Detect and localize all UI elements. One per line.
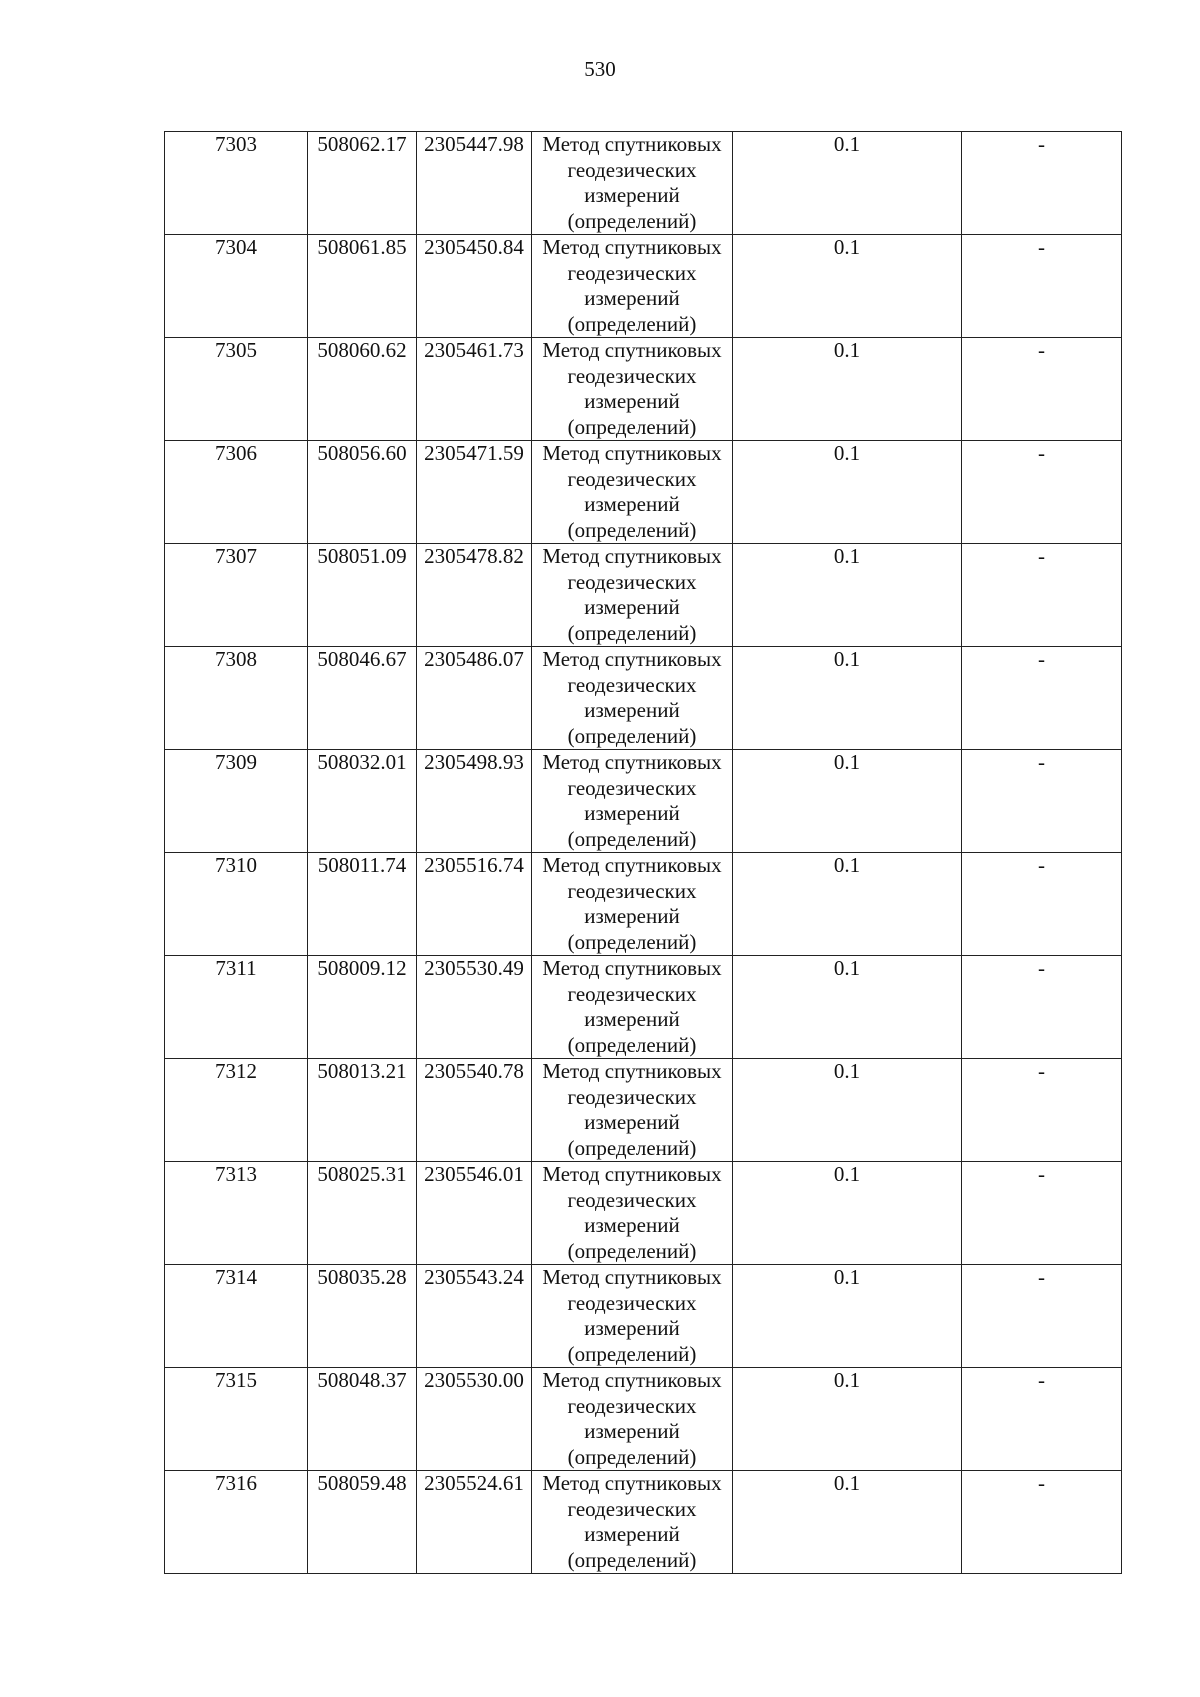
- point-number-cell: 7316: [165, 1471, 308, 1574]
- x-coordinate-cell: 508051.09: [308, 544, 417, 647]
- table-row: [165, 441, 1122, 544]
- accuracy-cell: 0.1: [733, 853, 962, 956]
- x-coordinate-cell: 508032.01: [308, 750, 417, 853]
- accuracy-cell: 0.1: [733, 1471, 962, 1574]
- point-number-cell: 7313: [165, 1162, 308, 1265]
- method-cell: Метод спутниковых геодезических измерений (определений): [532, 647, 733, 750]
- note-cell: -: [962, 544, 1122, 647]
- point-number-cell: 7308: [165, 647, 308, 750]
- point-number-cell: 7315: [165, 1368, 308, 1471]
- point-number-cell: 7304: [165, 235, 308, 338]
- note-cell: -: [962, 1162, 1122, 1265]
- note-cell: -: [962, 338, 1122, 441]
- x-coordinate-cell: 508059.48: [308, 1471, 417, 1574]
- accuracy-cell: 0.1: [733, 338, 962, 441]
- method-cell: Метод спутниковых геодезических измерений (определений): [532, 1059, 733, 1162]
- y-coordinate-cell: 2305543.24: [417, 1265, 532, 1368]
- method-cell: Метод спутниковых геодезических измерений (определений): [532, 956, 733, 1059]
- accuracy-cell: 0.1: [733, 1265, 962, 1368]
- x-coordinate-cell: 508009.12: [308, 956, 417, 1059]
- y-coordinate-cell: 2305478.82: [417, 544, 532, 647]
- note-cell: -: [962, 1471, 1122, 1574]
- note-cell: -: [962, 853, 1122, 956]
- point-number-cell: 7307: [165, 544, 308, 647]
- x-coordinate-cell: 508035.28: [308, 1265, 417, 1368]
- table-row: [165, 1368, 1122, 1471]
- accuracy-cell: 0.1: [733, 1059, 962, 1162]
- y-coordinate-cell: 2305498.93: [417, 750, 532, 853]
- method-cell: Метод спутниковых геодезических измерений (определений): [532, 1265, 733, 1368]
- point-number-cell: 7303: [165, 132, 308, 235]
- point-number-cell: 7310: [165, 853, 308, 956]
- method-cell: Метод спутниковых геодезических измерений (определений): [532, 132, 733, 235]
- point-number-cell: 7306: [165, 441, 308, 544]
- accuracy-cell: 0.1: [733, 441, 962, 544]
- note-cell: -: [962, 1368, 1122, 1471]
- table-row: [165, 750, 1122, 853]
- table-row: [165, 1265, 1122, 1368]
- point-number-cell: 7309: [165, 750, 308, 853]
- y-coordinate-cell: 2305461.73: [417, 338, 532, 441]
- method-cell: Метод спутниковых геодезических измерений (определений): [532, 235, 733, 338]
- note-cell: -: [962, 1059, 1122, 1162]
- table-row: [165, 853, 1122, 956]
- table-row: [165, 956, 1122, 1059]
- note-cell: -: [962, 956, 1122, 1059]
- coordinates-table: [164, 131, 1122, 1574]
- note-cell: -: [962, 750, 1122, 853]
- method-cell: Метод спутниковых геодезических измерений (определений): [532, 750, 733, 853]
- accuracy-cell: 0.1: [733, 750, 962, 853]
- note-cell: -: [962, 1265, 1122, 1368]
- x-coordinate-cell: 508061.85: [308, 235, 417, 338]
- x-coordinate-cell: 508046.67: [308, 647, 417, 750]
- y-coordinate-cell: 2305447.98: [417, 132, 532, 235]
- table-row: [165, 132, 1122, 235]
- coordinates-table-body: [165, 132, 1122, 1574]
- table-row: [165, 1471, 1122, 1574]
- x-coordinate-cell: 508060.62: [308, 338, 417, 441]
- x-coordinate-cell: 508025.31: [308, 1162, 417, 1265]
- x-coordinate-cell: 508056.60: [308, 441, 417, 544]
- x-coordinate-cell: 508013.21: [308, 1059, 417, 1162]
- method-cell: Метод спутниковых геодезических измерений (определений): [532, 441, 733, 544]
- method-cell: Метод спутниковых геодезических измерений (определений): [532, 1368, 733, 1471]
- method-cell: Метод спутниковых геодезических измерений (определений): [532, 853, 733, 956]
- table-row: [165, 1059, 1122, 1162]
- method-cell: Метод спутниковых геодезических измерений (определений): [532, 338, 733, 441]
- accuracy-cell: 0.1: [733, 235, 962, 338]
- note-cell: -: [962, 132, 1122, 235]
- point-number-cell: 7311: [165, 956, 308, 1059]
- note-cell: -: [962, 441, 1122, 544]
- y-coordinate-cell: 2305450.84: [417, 235, 532, 338]
- y-coordinate-cell: 2305530.00: [417, 1368, 532, 1471]
- y-coordinate-cell: 2305524.61: [417, 1471, 532, 1574]
- note-cell: -: [962, 647, 1122, 750]
- point-number-cell: 7314: [165, 1265, 308, 1368]
- x-coordinate-cell: 508062.17: [308, 132, 417, 235]
- method-cell: Метод спутниковых геодезических измерений (определений): [532, 1471, 733, 1574]
- accuracy-cell: 0.1: [733, 956, 962, 1059]
- accuracy-cell: 0.1: [733, 544, 962, 647]
- table-row: [165, 235, 1122, 338]
- x-coordinate-cell: 508048.37: [308, 1368, 417, 1471]
- accuracy-cell: 0.1: [733, 1162, 962, 1265]
- note-cell: -: [962, 235, 1122, 338]
- page-number: 530: [584, 57, 616, 81]
- x-coordinate-cell: 508011.74: [308, 853, 417, 956]
- y-coordinate-cell: 2305486.07: [417, 647, 532, 750]
- table-row: [165, 338, 1122, 441]
- y-coordinate-cell: 2305546.01: [417, 1162, 532, 1265]
- y-coordinate-cell: 2305471.59: [417, 441, 532, 544]
- y-coordinate-cell: 2305530.49: [417, 956, 532, 1059]
- point-number-cell: 7305: [165, 338, 308, 441]
- point-number-cell: 7312: [165, 1059, 308, 1162]
- y-coordinate-cell: 2305516.74: [417, 853, 532, 956]
- method-cell: Метод спутниковых геодезических измерений (определений): [532, 544, 733, 647]
- table-row: [165, 647, 1122, 750]
- method-cell: Метод спутниковых геодезических измерений (определений): [532, 1162, 733, 1265]
- table-row: [165, 1162, 1122, 1265]
- accuracy-cell: 0.1: [733, 647, 962, 750]
- table-row: [165, 544, 1122, 647]
- accuracy-cell: 0.1: [733, 132, 962, 235]
- y-coordinate-cell: 2305540.78: [417, 1059, 532, 1162]
- accuracy-cell: 0.1: [733, 1368, 962, 1471]
